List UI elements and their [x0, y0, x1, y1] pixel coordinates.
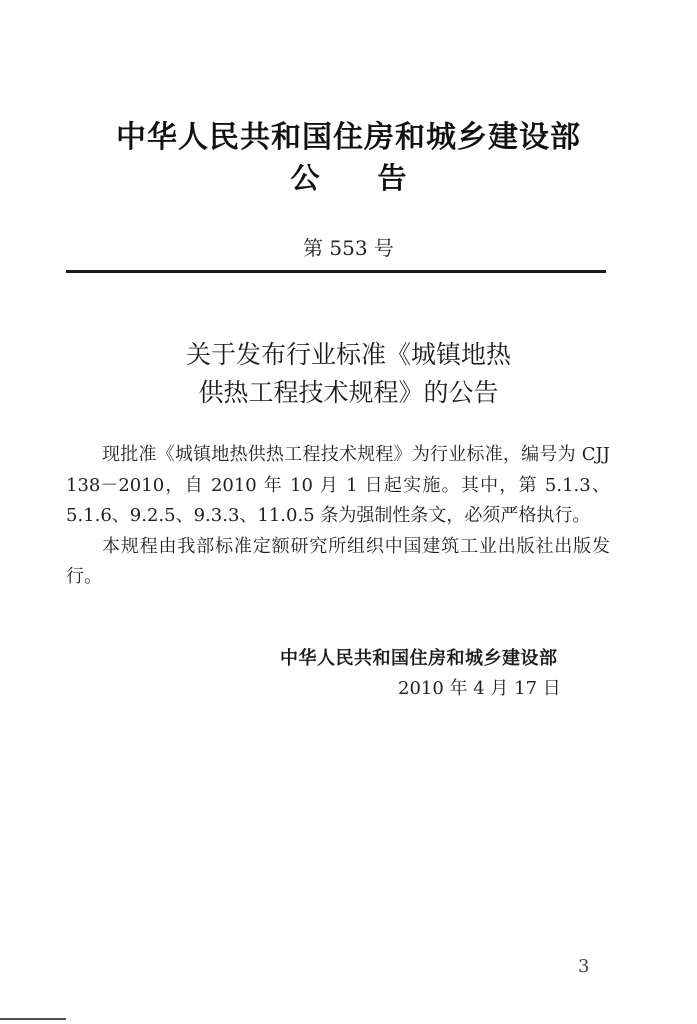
notice-body: [66, 440, 610, 593]
signature-ministry: 中华人民共和国住房和城乡建设部: [280, 648, 558, 669]
ministry-title: 中华人民共和国住房和城乡建设部: [116, 120, 581, 155]
notice-title-line-1: 关于发布行业标准《城镇地热: [185, 340, 511, 369]
scan-edge-mark: [0, 1018, 66, 1020]
notice-title-line-2: 供热工程技术规程》的公告: [198, 378, 499, 407]
announcement-label: 公告: [290, 161, 465, 195]
page-number: 3: [578, 956, 590, 977]
signature-date: 2010 年 4 月 17 日: [398, 678, 561, 699]
body-paragraph-publication: 本规程由我部标准定额研究所组织中国建筑工业出版社出版发行。: [66, 535, 610, 587]
notice-title: [0, 336, 697, 412]
body-paragraph-approval: 现批准《城镇地热供热工程技术规程》为行业标准，编号为 CJJ 138－2010，自 2010 年 10 月 1 日起实施。其中，第 5.1.3、5.1.6、9.2.5、9.3.3、11.0.5 条为强制性条文，必须严格执行。: [66, 444, 610, 526]
document-number: 第 553 号: [303, 236, 394, 260]
header-divider: [66, 270, 606, 273]
